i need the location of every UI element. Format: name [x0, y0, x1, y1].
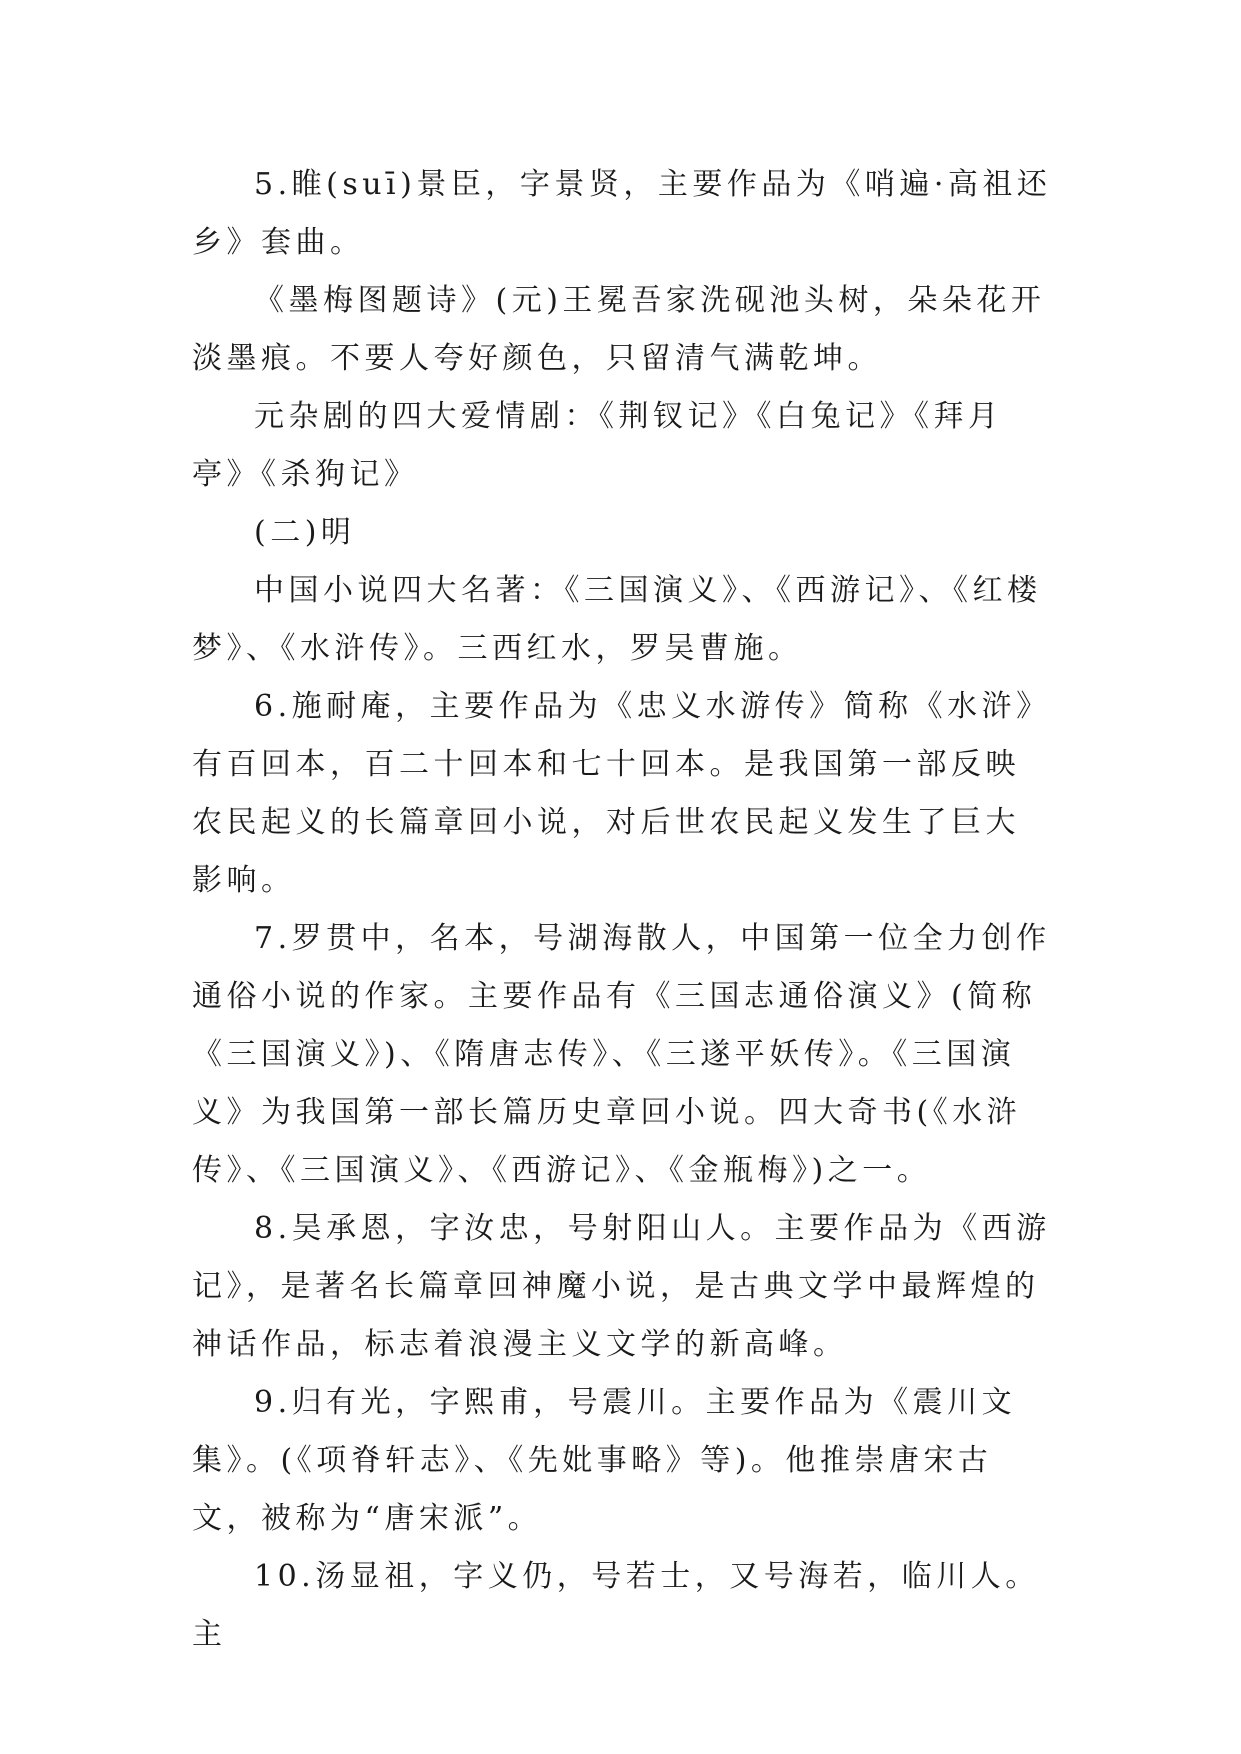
paragraph-tang-xianzu: 10.汤显祖，字义仍，号若士，又号海若，临川人。主 — [192, 1559, 1040, 1652]
paragraph-mo-mei-poem: 《墨梅图题诗》(元)王冕吾家洗砚池头树，朵朵花开淡墨痕。不要人夸好颜色，只留清气满乾坤。 — [192, 283, 1046, 376]
document-body — [192, 156, 1054, 1664]
paragraph-yuan-love-dramas: 元杂剧的四大爱情剧：《荆钗记》《白兔记》《拜月亭》《杀狗记》 — [192, 399, 1003, 492]
paragraph-shi-naian: 6.施耐庵，主要作品为《忠义水游传》简称《水浒》有百回本，百二十回本和七十回本。是我国第一部反映农民起义的长篇章回小说，对后世农民起义发生了巨大影响。 — [192, 689, 1051, 898]
paragraph-luo-guanzhong: 7.罗贯中，名本，号湖海散人，中国第一位全力创作通俗小说的作家。主要作品有《三国志通俗演义》(简称《三国演义》)、《隋唐志传》、《三遂平妖传》。《三国演义》为我国第一部长篇历史章回小说。四大奇书(《水浒传》、《三国演义》、《西游记》、《金瓶梅》)之一。 — [192, 921, 1051, 1188]
paragraph-wu-chengen: 8.吴承恩，字汝忠，号射阳山人。主要作品为《西游记》，是著名长篇章回神魔小说，是古典文学中最辉煌的神话作品，标志着浪漫主义文学的新高峰。 — [192, 1211, 1051, 1362]
paragraph-gui-youguang: 9.归有光，字熙甫，号震川。主要作品为《震川文集》。(《项脊轩志》、《先妣事略》等)。他推崇唐宋古文，被称为“唐宋派”。 — [192, 1385, 1017, 1536]
paragraph-sui-jingchen: 5.睢(suī)景臣，字景贤，主要作品为《哨遍·高祖还乡》套曲。 — [192, 167, 1052, 260]
paragraph-four-classics: 中国小说四大名著：《三国演义》、《西游记》、《红楼梦》、《水浒传》。三西红水，罗吴曹施。 — [192, 573, 1042, 666]
section-heading-ming: (二)明 — [254, 515, 356, 550]
